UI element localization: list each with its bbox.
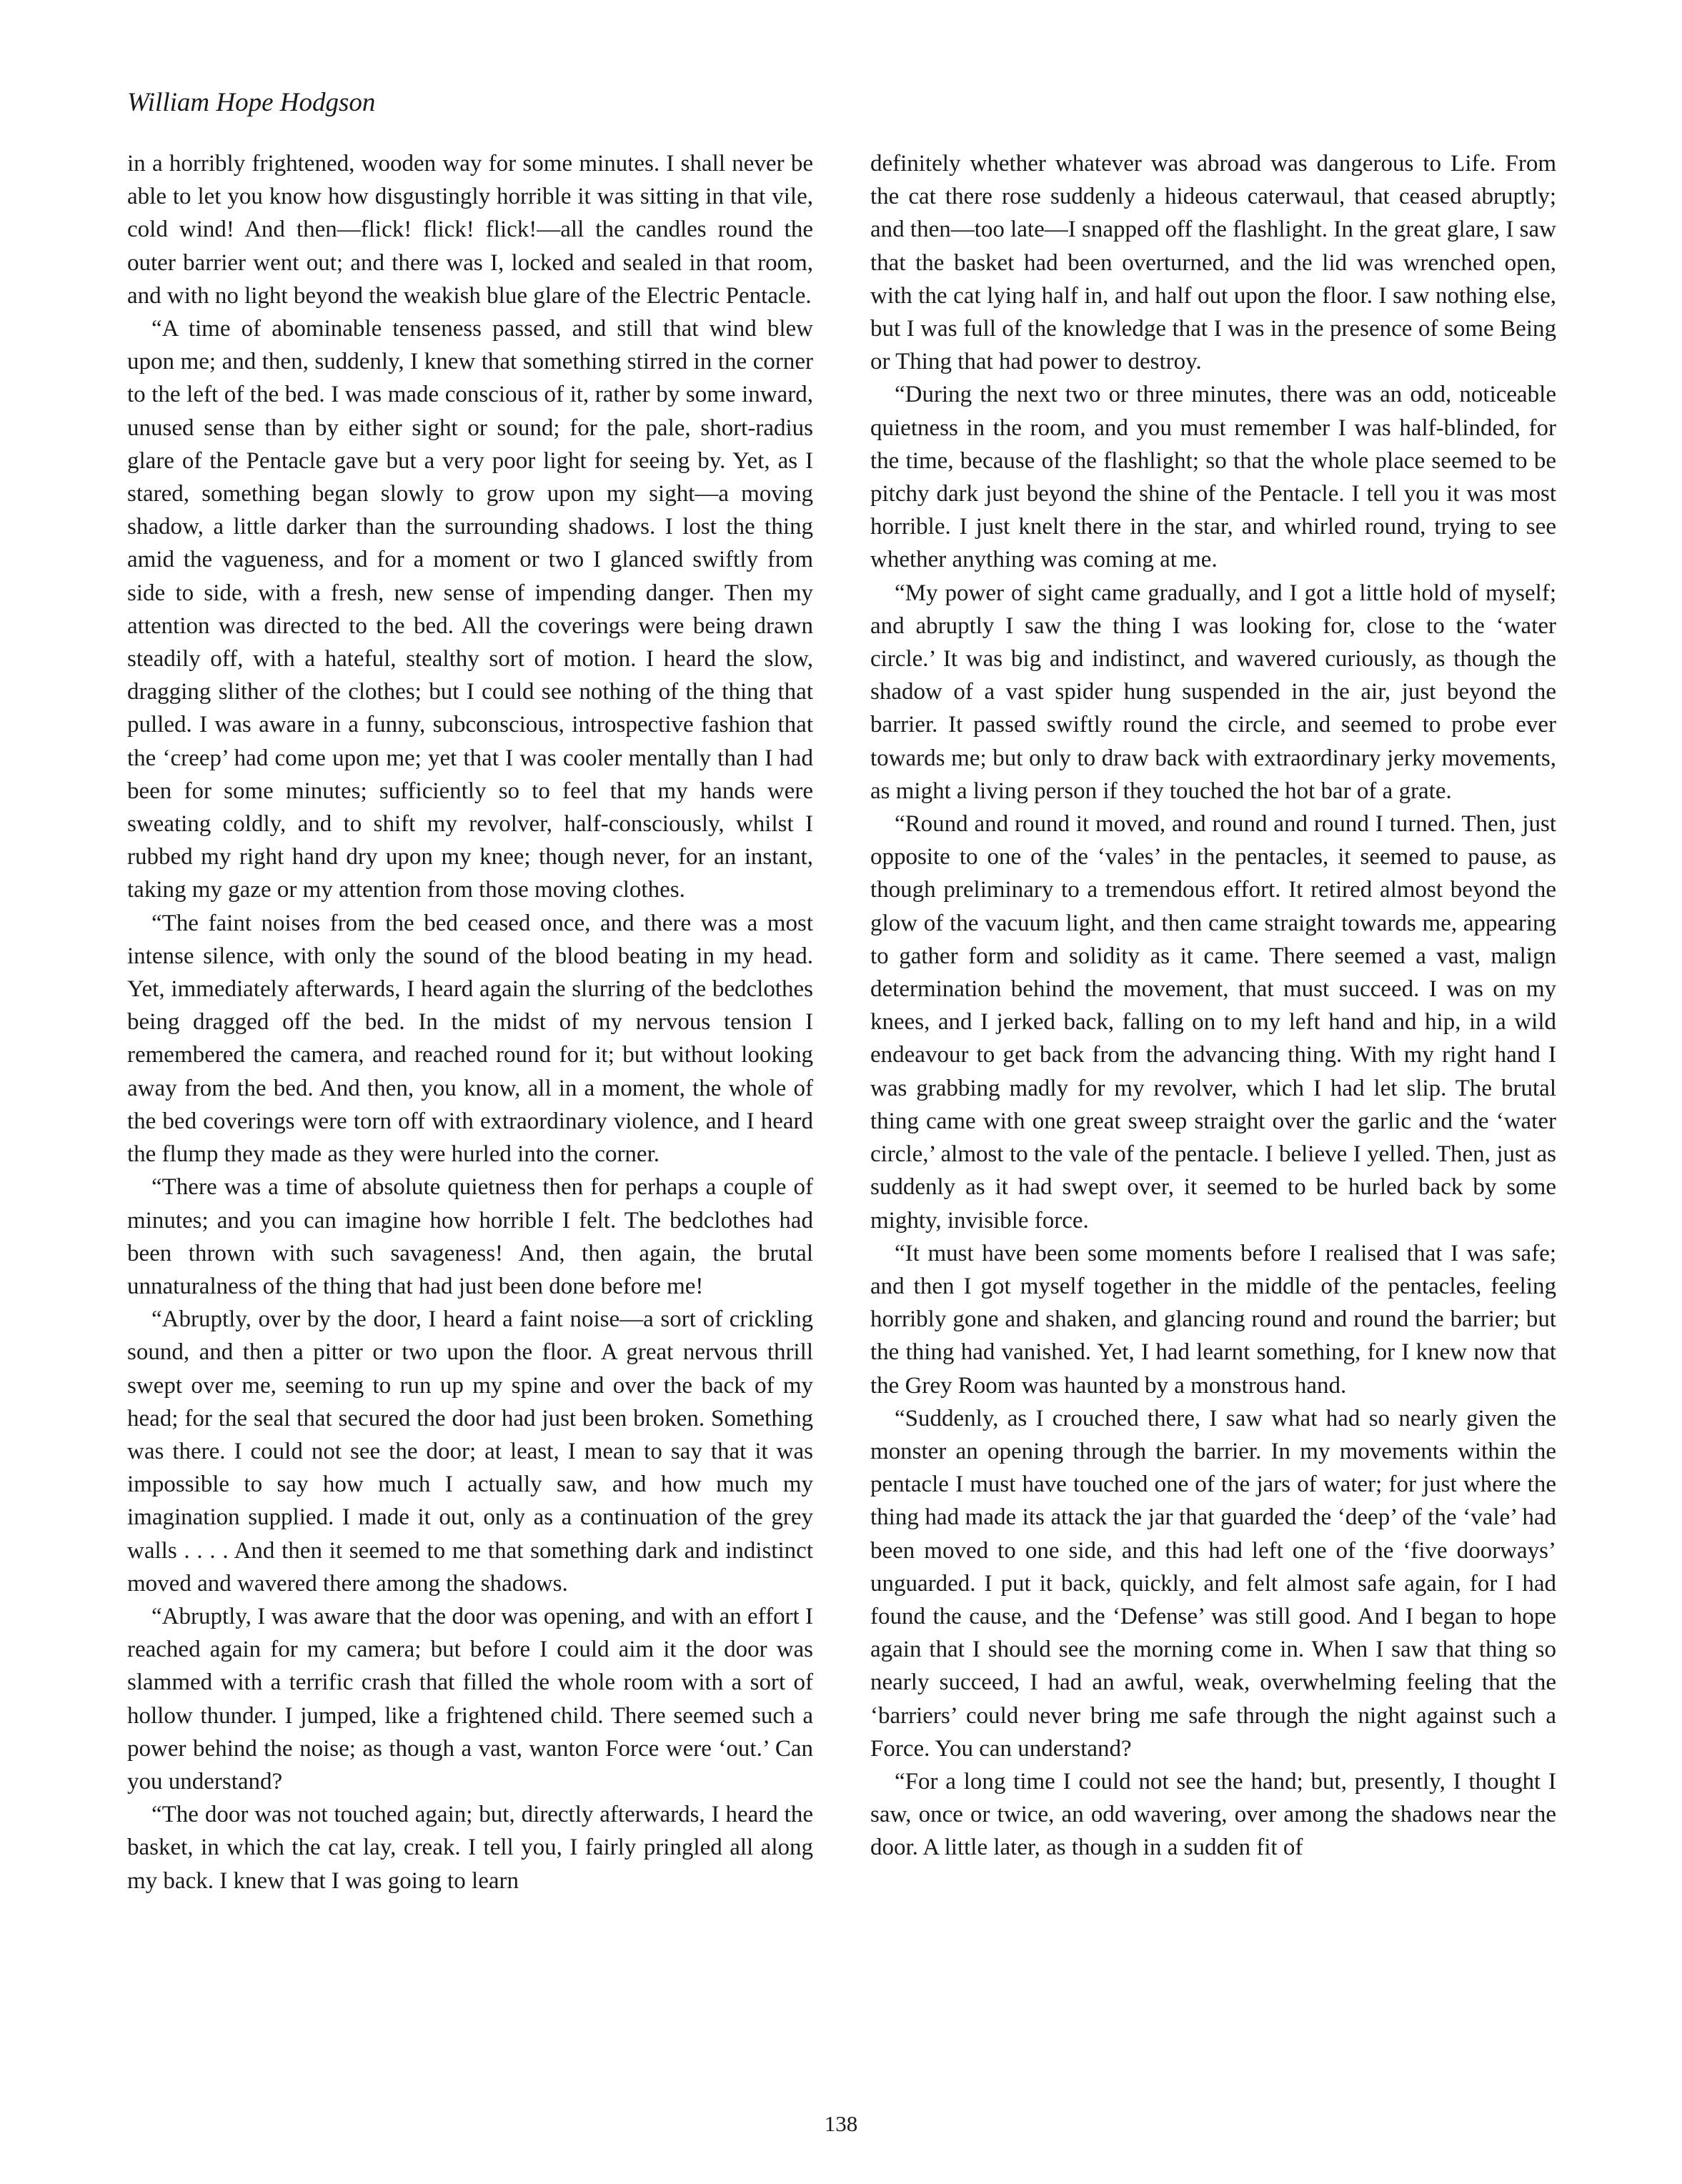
page-number: 138	[824, 2111, 858, 2136]
left-column	[127, 147, 813, 2105]
paragraph: “My power of sight came gradually, and I got a little hold of myself; and abruptly I saw the thing I was looking for, close to the ‘water circle.’ It was big and indistinct, and wavered curiously, as though the shadow of a vast spider hung suspended in the air, just beyond the barrier. It passed swiftly round the circle, and seemed to probe ever towards me; but only to draw back with extraordinary jerky movements, as might a living person if they touched the hot bar of a grate.	[870, 580, 1556, 804]
paragraph: “A time of abominable tenseness passed, and still that wind blew upon me; and then, suddenly, I knew that something stirred in the corner to the left of the bed. I was made conscious of it, rather by some inward, unused sense than by either sight or sound; for the pale, short-radius glare of the Pentacle gave but a very poor light for seeing by. Yet, as I stared, something began slowly to grow upon my sight—a moving shadow, a little darker than the surrounding shadows. I lost the thing amid the vagueness, and for a moment or two I glanced swiftly from side to side, with a fresh, new sense of impending danger. Then my attention was directed to the bed. All the coverings were being drawn steadily off, with a hateful, stealthy sort of motion. I heard the slow, dragging slither of the clothes; but I could see nothing of the thing that pulled. I was aware in a funny, subconscious, introspective fashion that the ‘creep’ had come upon me; yet that I was cooler mentally than I had been for some minutes; sufficiently so to feel that my hands were sweating coldly, and to shift my revolver, half-consciously, whilst I rubbed my right hand dry upon my knee; though never, for an instant, taking my gaze or my attention from those moving clothes.	[127, 316, 813, 903]
paragraph: “Round and round it moved, and round and round I turned. Then, just opposite to one of the ‘vales’ in the pentacles, it seemed to pause, as though preliminary to a tremendous effort. It retired almost beyond the glow of the vacuum light, and then came straight towards me, appearing to gather form and solidity as it came. There seemed a vast, malign determination behind the movement, that must succeed. I was on my knees, and I jerked back, falling on to my left hand and hip, in a wild endeavour to get back from the advancing thing. With my right hand I was grabbing madly for my revolver, which I had let slip. The brutal thing came with one great sweep straight over the garlic and the ‘water circle,’ almost to the vale of the pentacle. I believe I yelled. Then, just as suddenly as it had swept over, it seemed to be hurled back by some mighty, invisible force.	[870, 811, 1556, 1234]
paragraph: “Abruptly, I was aware that the door was opening, and with an effort I reached again for my camera; but before I could aim it the door was slammed with a terrific crash that filled the whole room with a sort of hollow thunder. I jumped, like a frightened child. There seemed such a power behind the noise; as though a vast, wanton Force were ‘out.’ Can you understand?	[127, 1603, 813, 1795]
paragraph: definitely whether whatever was abroad was dangerous to Life. From the cat there rose suddenly a hideous caterwaul, that ceased abruptly; and then—too late—I snapped off the flashlight. In the great glare, I saw that the basket had been overturned, and the lid was wrenched open, with the cat lying half in, and half out upon the floor. I saw nothing else, but I was full of the knowledge that I was in the presence of some Being or Thing that had power to destroy.	[870, 151, 1556, 375]
paragraph: “It must have been some moments before I realised that I was safe; and then I got myself together in the middle of the pentacles, feeling horribly gone and shaken, and glancing round and round the barrier; but the thing had vanished. Yet, I had learnt something, for I knew now that the Grey Room was haunted by a monstrous hand.	[870, 1240, 1556, 1399]
paragraph: “The faint noises from the bed ceased once, and there was a most intense silence, with only the sound of the blood beating in my head. Yet, immediately afterwards, I heard again the slurring of the bedclothes being dragged off the bed. In the midst of my nervous tension I remembered the camera, and reached round for it; but without looking away from the bed. And then, you know, all in a moment, the whole of the bed coverings were torn off with extraordinary violence, and I heard the flump they made as they were hurled into the corner.	[127, 910, 813, 1168]
running-head: William Hope Hodgson	[127, 88, 376, 117]
paragraph: “Suddenly, as I crouched there, I saw what had so nearly given the monster an opening through the barrier. In my movements within the pentacle I must have touched one of the jars of water; for just where the thing had made its attack the jar that guarded the ‘deep’ of the ‘vale’ had been moved to one side, and this had left one of the ‘five doorways’ unguarded. I put it back, quickly, and felt almost safe again, for I had found the cause, and the ‘Defense’ was still good. And I began to hope again that I should see the morning come in. When I saw that thing so nearly succeed, I had an awful, weak, overwhelming feeling that the ‘barriers’ could never bring me safe through the night against such a Force. You can understand?	[870, 1405, 1556, 1762]
paragraph: “There was a time of absolute quietness then for perhaps a couple of minutes; and you can imagine how horrible I felt. The bedclothes had been thrown with such savageness! And, then again, the brutal unnaturalness of the thing that had just been done before me!	[127, 1174, 813, 1299]
right-column	[870, 147, 1556, 2105]
paragraph: “The door was not touched again; but, directly afterwards, I heard the basket, in which the cat lay, creak. I tell you, I fairly pringled all along my back. I knew that I was going to learn	[127, 1802, 813, 1894]
paragraph: “For a long time I could not see the hand; but, presently, I thought I saw, once or twice, an odd wavering, over among the shadows near the door. A little later, as though in a sudden fit of	[870, 1768, 1556, 1861]
paragraph: “During the next two or three minutes, there was an odd, noticeable quietness in the room, and you must remember I was half-blinded, for the time, because of the flashlight; so that the whole place seemed to be pitchy dark just beyond the shine of the Pentacle. I tell you it was most horrible. I just knelt there in the star, and whirled round, trying to see whether anything was coming at me.	[870, 382, 1556, 573]
paragraph: “Abruptly, over by the door, I heard a faint noise—a sort of crickling sound, and then a pitter or two upon the floor. A great nervous thrill swept over me, seeming to run up my spine and over the back of my head; for the seal that secured the door had just been broken. Something was there. I could not see the door; at least, I mean to say that it was impossible to say how much I actually saw, and how much my imagination supplied. I made it out, only as a continuation of the grey walls . . . . And then it seemed to me that something dark and indistinct moved and wavered there among the shadows.	[127, 1306, 813, 1597]
paragraph: in a horribly frightened, wooden way for some minutes. I shall never be able to let you know how disgustingly horrible it was sitting in that vile, cold wind! And then—flick! flick! flick!—all the candles round the outer barrier went out; and there was I, locked and sealed in that room, and with no light beyond the weakish blue glare of the Electric Pentacle.	[127, 151, 813, 309]
